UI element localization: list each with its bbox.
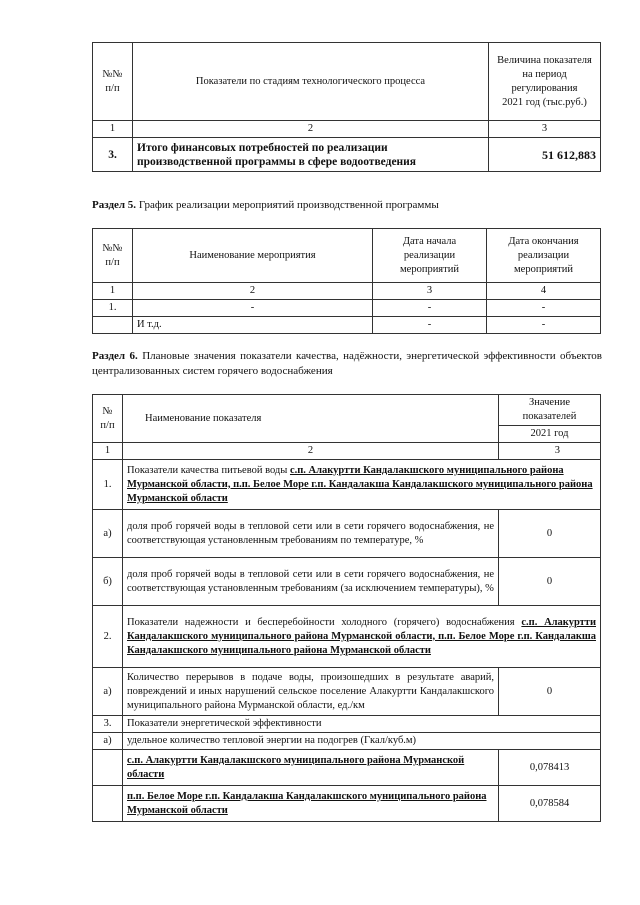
row-start: - bbox=[373, 300, 487, 317]
col-number-3: 3 bbox=[489, 121, 601, 138]
header-year: 2021 год bbox=[499, 426, 601, 443]
section-6-text: Плановые значения показатели качества, надёжности, энергетической эффективности объектов централизованных систем горячего водоснабжения bbox=[92, 350, 602, 377]
row-indicator: удельное количество тепловой энергии на подогрев (Гкал/куб.м) bbox=[123, 733, 601, 750]
section-5-caption bbox=[92, 198, 602, 213]
section-6-label: Раздел 6. bbox=[92, 350, 138, 362]
financial-needs-table bbox=[92, 42, 601, 172]
col-number-1: 1 bbox=[93, 283, 133, 300]
row-settlements: с.п. Алакуртти Кандалакшского муниципального района Мурманской области, п.п. Белое Море г.п. Кандалакша Кандалакшского муниципального района Мурманской области bbox=[127, 616, 597, 656]
row-num: 1. bbox=[93, 300, 133, 317]
row-event: - bbox=[133, 300, 373, 317]
row-indicator: доля проб горячей воды в тепловой сети или в сети горячего водоснабжения, не соответствующая установленным требованиям по температуре, % bbox=[123, 510, 499, 558]
section-6-caption bbox=[92, 349, 602, 379]
col-number-2: 2 bbox=[123, 443, 499, 460]
row-num: б) bbox=[93, 558, 123, 606]
row-indicator: доля проб горячей воды в тепловой сети или в сети горячего водоснабжения, не соответствующая установленным требованиям (за исключением температуры), % bbox=[123, 558, 499, 606]
section-5-text: График реализации мероприятий производственной программы bbox=[138, 199, 439, 211]
col-number-1: 1 bbox=[93, 121, 133, 138]
col-number-3: 3 bbox=[373, 283, 487, 300]
row-settlement-alakurtti: с.п. Алакуртти Кандалакшского муниципального района Мурманской области bbox=[123, 750, 499, 786]
col-number-4: 4 bbox=[487, 283, 601, 300]
row-settlement-beloe-more: п.п. Белое Море г.п. Кандалакша Кандалакшского муниципального района Мурманской области bbox=[123, 786, 499, 822]
row-settlements: с.п. Алакуртти Кандалакшского муниципального района Мурманской области, п.п. Белое Море г.п. Кандалакша Кандалакшского муниципального района Мурманской области bbox=[127, 464, 593, 504]
row-num: а) bbox=[93, 510, 123, 558]
row-value: 0 bbox=[499, 558, 601, 606]
row-total-value: 51 612,883 bbox=[489, 138, 601, 172]
row-label: Показатели качества питьевой воды bbox=[127, 464, 290, 476]
row-reliability bbox=[123, 606, 601, 668]
row-end: - bbox=[487, 317, 601, 334]
row-num: 1. bbox=[93, 460, 123, 510]
col-number-3: 3 bbox=[499, 443, 601, 460]
row-num-empty bbox=[93, 786, 123, 822]
row-num: 3. bbox=[93, 716, 123, 733]
header-event: Наименование мероприятия bbox=[133, 229, 373, 283]
header-value: Величина показателя на период регулирования 2021 год (тыс.руб.) bbox=[489, 43, 601, 121]
row-value: 0 bbox=[499, 510, 601, 558]
col-number-1: 1 bbox=[93, 443, 123, 460]
schedule-table bbox=[92, 228, 601, 334]
row-event: И т.д. bbox=[133, 317, 373, 334]
row-indicator: Количество перерывов в подаче воды, произошедших в результате аварий, повреждений и иных нарушений сельское поселение Алакуртти Кандалакшского муниципального района Мурманской области, ед./км bbox=[123, 668, 499, 716]
row-end: - bbox=[487, 300, 601, 317]
header-num: № п/п bbox=[93, 395, 123, 443]
col-number-2: 2 bbox=[133, 121, 489, 138]
row-num bbox=[93, 317, 133, 334]
row-num: а) bbox=[93, 733, 123, 750]
header-end-date: Дата окончания реализации мероприятий bbox=[487, 229, 601, 283]
header-num: №№ п/п bbox=[93, 43, 133, 121]
row-energy-efficiency: Показатели энергетической эффективности bbox=[123, 716, 601, 733]
row-num: 3. bbox=[93, 138, 133, 172]
row-total-label: Итого финансовых потребностей по реализации производственной программы в сфере водоотведения bbox=[133, 138, 489, 172]
row-value: 0,078584 bbox=[499, 786, 601, 822]
col-number-2: 2 bbox=[133, 283, 373, 300]
row-value: 0 bbox=[499, 668, 601, 716]
header-indicator: Наименование показателя bbox=[123, 395, 499, 443]
header-stage: Показатели по стадиям технологического процесса bbox=[133, 43, 489, 121]
section-5-label: Раздел 5. bbox=[92, 199, 137, 211]
row-water-quality bbox=[123, 460, 601, 510]
row-num-empty bbox=[93, 750, 123, 786]
row-label: Показатели надежности и бесперебойности холодного (горячего) водоснабжения bbox=[127, 616, 522, 628]
header-start-date: Дата начала реализации мероприятий bbox=[373, 229, 487, 283]
header-num: №№ п/п bbox=[93, 229, 133, 283]
row-num: 2. bbox=[93, 606, 123, 668]
row-start: - bbox=[373, 317, 487, 334]
header-value: Значение показателей bbox=[499, 395, 601, 426]
row-num: а) bbox=[93, 668, 123, 716]
quality-indicators-table bbox=[92, 394, 601, 822]
row-value: 0,078413 bbox=[499, 750, 601, 786]
